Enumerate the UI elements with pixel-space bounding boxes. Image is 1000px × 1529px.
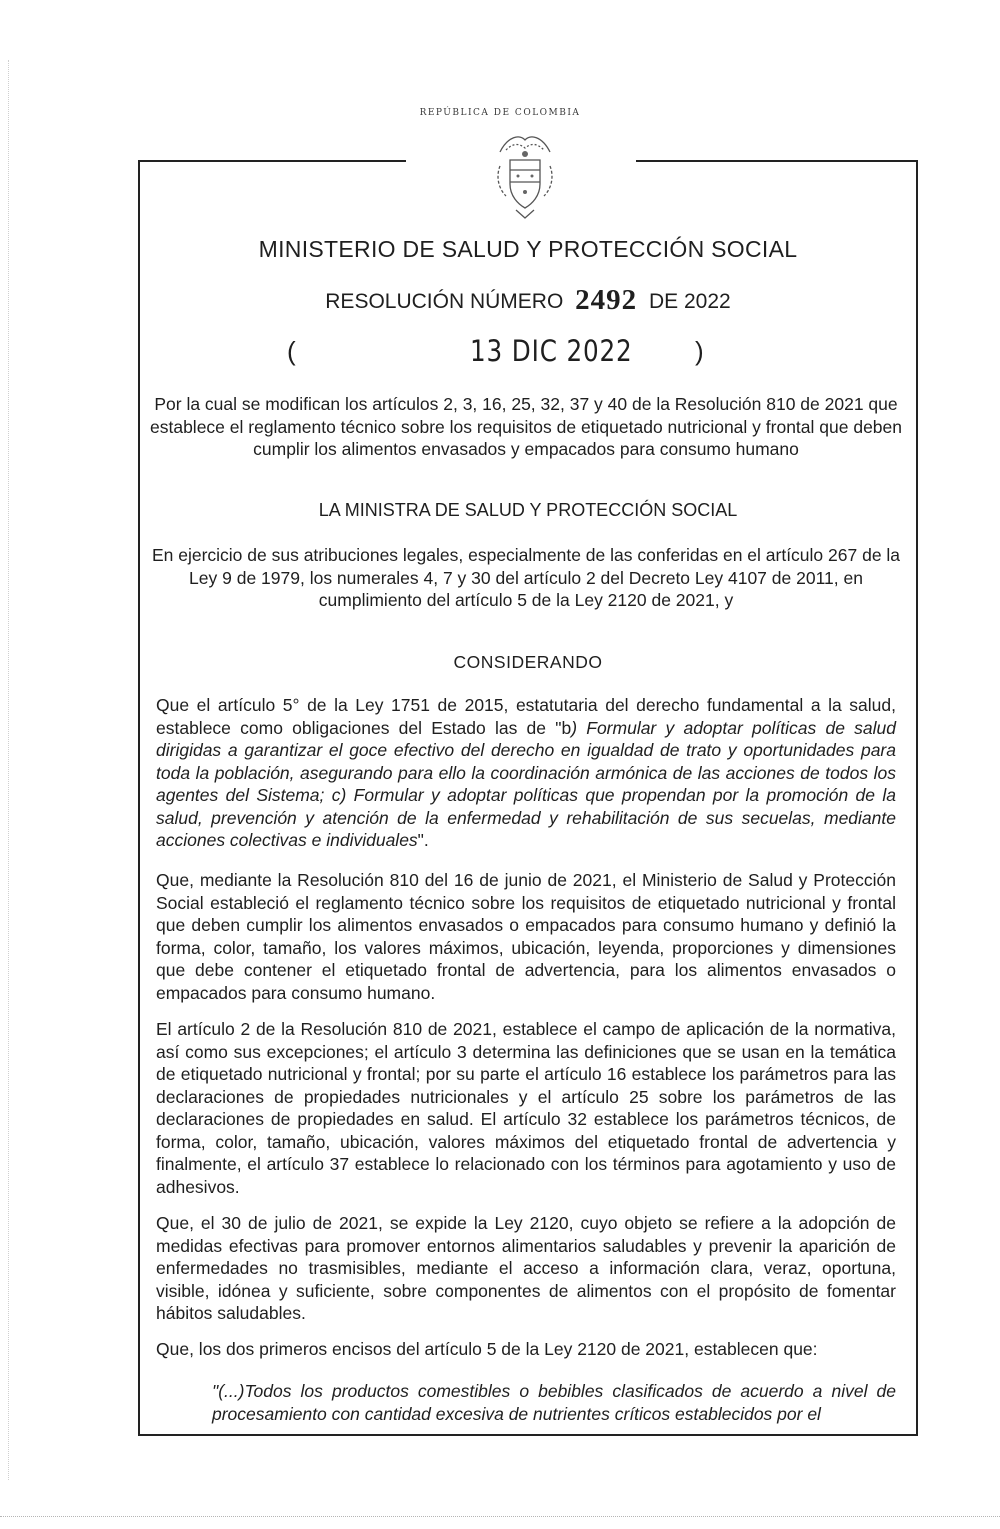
legal-basis: En ejercicio de sus atribuciones legales, especialmente de las conferidas en el artículo 267 de la Ley 9 de 1979, los numerales 4, 7 y 30 del artículo 2 del Decreto Ley 4107 de 2011, en cumplimiento del artículo 5 de la Ley 2120 de 2021, y [151,545,901,610]
quoted-paragraph: "(...)Todos los productos comestibles o bebibles clasificados de acuerdo a nivel de procesamiento con cantidad excesiva de nutrientes críticos establecidos por el [212,1381,896,1424]
paragraph-3: El artículo 2 de la Resolución 810 de 2021, establece el campo de aplicación de la normativa, así como sus excepciones; el artículo 3 determina las definiciones que se usan en la temática de etiquetado nutricional y frontal; por su parte el artículo 16 establece los parámetros para las declaraciones de propiedades nutricionales y el artículo 25 sobre los parámetros de las declaraciones de propiedades en salud. El artículo 32 establece los parámetros técnicos, de forma, color, tamaño, ubicación, valores máximos del etiquetado frontal de advertencia y finalmente, el artículo 37 establece lo relacionado con los términos para agotamiento y uso de adhesivos. [156,1019,896,1197]
minister-title: LA MINISTRA DE SALUD Y PROTECCIÓN SOCIAL [318,500,738,520]
republic-header: REPÚBLICA DE COLOMBIA [419,108,581,118]
resolution-summary: Por la cual se modifican los artículos 2, 3, 16, 25, 32, 37 y 40 de la Resolución 810 de 2021 que establece el reglamento técnico sobre los requisitos de etiquetado nutricional y frontal que deben cumplir los alimentos envasados y empacados para consumo humano [150,394,903,459]
paragraph-1-end: ". [417,830,429,850]
resolution-year: DE 2022 [648,290,731,313]
date-paren-close: ) [695,336,704,366]
paragraph-4: Que, el 30 de julio de 2021, se expide la Ley 2120, cuyo objeto se refiere a la adopción de medidas efectivas para promover entornos alimentarios saludables y prevenir la aparición de enfermedades no trasmisibles, mediante el acceso a información clara, veraz, oportuna, visible, idónea y suficiente, sobre componentes de alimentos con el propósito de fomentar hábitos saludables. [156,1213,896,1323]
resolution-label: RESOLUCIÓN NÚMERO [325,290,564,313]
paragraph-1-intro: Que el artículo 5° de la Ley 1751 de 2015, estatutaria del derecho fundamental a la salud, establece como obligaciones del Estado las de "b [156,695,896,738]
ministry-title: MINISTERIO DE SALUD Y PROTECCIÓN SOCIAL [258,236,798,262]
date-paren-open: ( [287,336,296,366]
scan-bottom-line [0,1516,1000,1517]
scan-margin-dots [8,60,9,1480]
paragraph-1 [156,694,896,852]
paragraph-5: Que, los dos primeros encisos del artículo 5 de la Ley 2120 de 2021, establecen que: [156,1339,818,1359]
resolution-date: 13 DIC 2022 [470,334,633,368]
resolution-heading [140,284,916,317]
paragraph-2: Que, mediante la Resolución 810 del 16 de junio de 2021, el Ministerio de Salud y Protección Social estableció el reglamento técnico sobre los requisitos de etiquetado nutricional y frontal que deben cumplir los alimentos envasados o empacados para consumo humano y definió la forma, color, tamaño, los valores máximos, ubicación, leyenda, proporciones y dimensiones que debe contener el etiquetado frontal de advertencia, para los alimentos envasados o empacados para consumo humano. [156,870,896,1003]
considering-heading: CONSIDERANDO [453,652,603,672]
paragraph-1-quote: ) Formular y adoptar políticas de salud dirigidas a garantizar el goce efectivo del derecho en igualdad de trato y oportunidades para toda la población, asegurando para ello la coordinación armónica de las acciones de todos los agentes del Sistema; c) Formular y adoptar políticas que propendan por la promoción de la salud, prevención y atención de la enfermedad y rehabilitación de sus secuelas, mediante acciones colectivas e individuales [156,717,896,850]
resolution-number: 2492 [575,284,638,316]
